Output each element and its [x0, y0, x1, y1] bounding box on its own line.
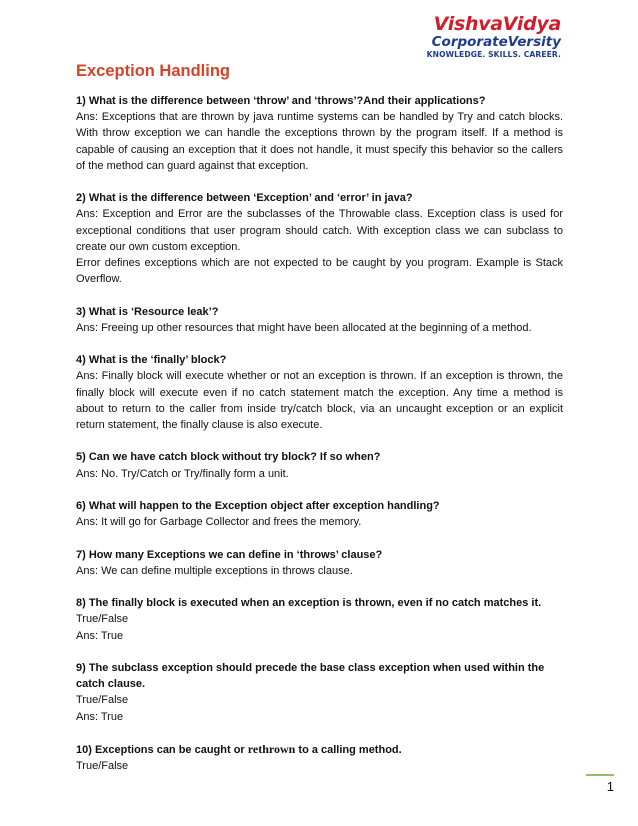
question [76, 741, 563, 758]
qa-item-1 [76, 93, 563, 174]
qa-item-6 [76, 498, 563, 530]
question: 9) The subclass exception should precede the base class exception when used within the catch clause. [76, 661, 545, 691]
answer-continued: Error defines exceptions which are not expected to be caught by you program. Example is Stack Overflow. [76, 257, 563, 286]
logo-brand-name: VishvaVidya [433, 13, 561, 35]
question: 4) What is the ‘finally’ block? [76, 354, 227, 367]
logo-tagline: KNOWLEDGE. SKILLS. CAREER. [426, 50, 561, 59]
question: 8) The finally block is executed when an exception is thrown, even if no catch matches it. [76, 597, 542, 610]
qa-list [76, 93, 563, 791]
answer: Ans: Exceptions that are thrown by java runtime systems can be handled by Try and catch blocks. With throw exception we can handle the exceptions thrown by the program itself. If a method is capable of causing an exception that it does not handle, it must specify this behavior so the callers of the method can guard against that exception. [76, 111, 563, 172]
page-title: Exception Handling [76, 62, 231, 80]
question-text-end: to a calling method. [295, 743, 402, 756]
true-false-options: True/False [76, 613, 129, 626]
page-number: 1 [606, 779, 614, 794]
answer: Ans: Finally block will execute whether or not an exception is thrown. If an exception is thrown, the finally block will execute even if no catch statement match the exception. Any time a method is about to return to the caller from inside try/catch block, via an uncaught exception or an explicit return statement, the finally clause is also execute. [76, 370, 563, 432]
question: 2) What is the difference between ‘Exception’ and ‘error’ in java? [76, 192, 413, 205]
answer: Ans: No. Try/Catch or Try/finally form a unit. [76, 467, 289, 480]
question-keyword: rethrown [247, 741, 296, 756]
answer: Ans: True [76, 629, 124, 642]
answer: Ans: True [76, 710, 124, 723]
qa-item-4 [76, 352, 563, 433]
qa-item-5 [76, 449, 563, 481]
question: 5) Can we have catch block without try block? If so when? [76, 451, 381, 464]
qa-item-9 [76, 660, 563, 725]
question-text: 10) Exceptions can be caught or [76, 743, 248, 756]
answer: Ans: We can define multiple exceptions in throws clause. [76, 564, 353, 577]
vishvavidya-logo [401, 14, 561, 60]
logo-sub-brand: CorporateVersity [431, 34, 561, 50]
question: 3) What is ‘Resource leak’? [76, 305, 219, 318]
qa-item-8 [76, 595, 563, 644]
answer: Ans: It will go for Garbage Collector and frees the memory. [76, 516, 362, 529]
qa-item-10 [76, 741, 563, 774]
answer: Ans: Freeing up other resources that might have been allocated at the beginning of a method. [76, 321, 532, 334]
footer-rule [586, 774, 614, 776]
question: 1) What is the difference between ‘throw’ and ‘throws’?And their applications? [76, 95, 486, 107]
qa-item-2 [76, 190, 563, 287]
qa-item-7 [76, 547, 563, 579]
question: 7) How many Exceptions we can define in ‘throws’ clause? [76, 548, 383, 561]
answer: Ans: Exception and Error are the subclasses of the Throwable class. Exception class is used for exceptional conditions that user program should catch. With exception class we can subclass to create our own custom exception. [76, 208, 563, 253]
qa-item-3 [76, 304, 563, 336]
true-false-options: True/False [76, 760, 129, 773]
question: 6) What will happen to the Exception object after exception handling? [76, 500, 440, 512]
true-false-options: True/False [76, 694, 129, 707]
